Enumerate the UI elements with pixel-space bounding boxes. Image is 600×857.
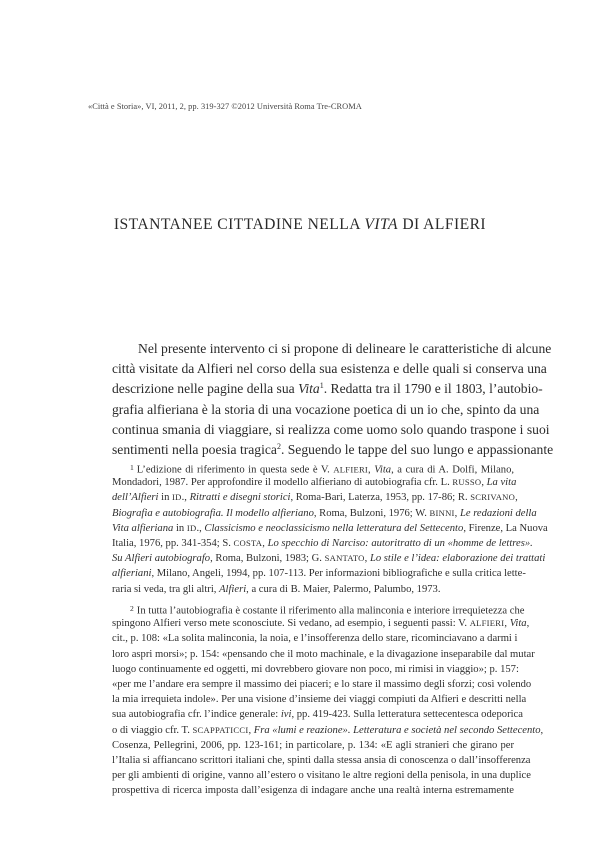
footnote-text: Classicismo e neoclassicismo nella letteratura del Settecento (204, 522, 464, 534)
footnote-text: Fra «lumi e reazione». Letteratura e società nel secondo Settecento (253, 724, 541, 736)
footnote-text: , (364, 553, 370, 565)
article-title (0, 216, 600, 234)
footnote-line (112, 768, 531, 783)
footnote-text: , Milano, Angeli, 1994, pp. 107-113. Per informazioni bibliografiche e sulla critica lette- (151, 568, 526, 580)
footnote-text: spingono Alfieri verso mete sconosciute. Si vedano, ad esempio, i seguenti passi: V. (112, 618, 470, 630)
footnote-text: Ritratti e disegni storici (189, 492, 291, 504)
body-line: città visitate da Alfieri nel corso della sua esistenza e delle quali si conserva una (112, 361, 547, 377)
footnote-line (112, 753, 531, 768)
footnote-text: o di viaggio cfr. T. (112, 724, 193, 736)
footnote-text: in (158, 492, 173, 504)
footnote-ref-1[interactable]: 1 (319, 381, 324, 391)
footnote-line (112, 460, 514, 475)
footnote-text: , pp. 419-423. Sulla letteratura settecentesca odeporica (291, 709, 523, 721)
footnote-text: Lo specchio di Narciso: autoritratto di un «homme de lettres». (267, 537, 533, 549)
footnote-text: ALFIERI (469, 618, 505, 629)
footnote-1 (112, 460, 548, 597)
title-italic-vita: VITA (364, 216, 398, 233)
footnote-text: , (515, 492, 518, 504)
footnote-line (112, 490, 518, 505)
footnote-text: , Roma-Bari, Laterza, 1953, pp. 17-86; R. (290, 492, 471, 504)
footnote-text: In tutta l’autobiografia è costante il riferimento alla malinconia e interiore irrequietezza che (136, 605, 525, 617)
footnote-text: alfieriani (112, 568, 152, 580)
footnote-line (112, 506, 537, 521)
footnote-text: , (262, 537, 268, 549)
footnote-number: 1 (130, 463, 134, 472)
footnote-text: ID (186, 522, 197, 533)
footnote-text: , (526, 618, 530, 630)
body-line: Nel presente intervento ci si propone di delineare le caratteristiche di alcune (138, 341, 552, 356)
footnote-line (112, 723, 544, 738)
footnote-line (112, 551, 546, 566)
footnote-text: ., (181, 492, 190, 504)
footnote-line (112, 707, 523, 722)
footnote-line (112, 582, 514, 597)
footnote-number: 2 (130, 604, 134, 613)
footnote-text: Italia, 1976, pp. 341-354; S. (112, 537, 234, 549)
footnote-line (112, 738, 514, 753)
footnote-line (112, 647, 535, 662)
footnote-text: , (540, 724, 544, 736)
body-line: continua smania di viaggiare, si realizza come uomo solo quando traspone i suoi (112, 421, 550, 437)
footnote-text: cit., p. 108: «La solita malinconia, la noia, e l’insofferenza dello stare, ricominciavano a darmi i (112, 633, 518, 645)
footnote-text: Mondadori, 1987. Per approfondire il modello alfieriano di autobiografia cfr. L. (112, 477, 453, 489)
footnote-text: COSTA (233, 537, 263, 548)
footnote-text: ID (172, 492, 182, 503)
body-text: . Redatta tra il 1790 e il 1803, l’autobio- (323, 381, 543, 397)
body-line (112, 440, 554, 460)
footnote-text: La vita (486, 477, 517, 489)
footnote-line (112, 601, 525, 617)
footnote-line (112, 692, 527, 707)
footnote-text: , a cura di A. Dolfi, Milano, (391, 464, 515, 476)
footnote-text: Vita (374, 464, 392, 476)
footnote-line (112, 677, 532, 692)
journal-citation-header: «Città e Storia», VI, 2011, 2, pp. 319-327 ©2012 Università Roma Tre-CROMA (88, 102, 362, 111)
footnote-text: , Roma, Bulzoni, 1983; G. (210, 553, 325, 565)
footnote-line (112, 536, 533, 551)
footnote-line (112, 566, 526, 581)
footnote-text: Su Alfieri autobiografo (112, 553, 211, 565)
footnote-text: , (454, 507, 460, 519)
footnote-text: SCRIVANO (470, 492, 516, 503)
footnote-text: per gli ambienti di origine, vanno all’estero o visitano le altre regioni della penisola, in una duplice (112, 770, 531, 782)
footnote-text: prospettiva di ricerca imposta dall’esigenza di indagare anche una realtà interna estremamente (112, 785, 514, 797)
footnote-line (112, 475, 517, 490)
footnote-text: la mia irrequieta indole». Per una visione d’insieme dei viaggi compiuti da Alfieri e descritti nella (112, 694, 527, 706)
footnote-text: Vita alfieriana (112, 522, 174, 534)
footnote-text: in (173, 522, 187, 534)
footnote-text: ALFIERI (333, 464, 369, 475)
body-text: descrizione nelle pagine della sua (112, 381, 299, 397)
body-text: . Seguendo le tappe del suo lungo e appassionante (280, 441, 554, 457)
footnote-text: l’Italia si affiancano scrittori italiani che, spinti dalla stessa ansia di conoscenza o dall’insofferenza (112, 754, 531, 766)
footnote-text: Alfieri (219, 583, 247, 595)
footnote-text: , (481, 477, 487, 489)
footnote-text: Vita (509, 618, 527, 630)
footnote-text: sua autobiografia cfr. l’indice generale: (112, 709, 281, 721)
footnote-text: Le redazioni della (459, 507, 537, 519)
title-part-2: DI ALFIERI (397, 216, 487, 233)
footnote-text: loro aspri morsi»; p. 154: «pensando che il moto machinale, e la divagazione inseparabile dal mutar (112, 648, 535, 660)
footnote-text: ivi (280, 709, 292, 721)
footnote-line (112, 631, 518, 646)
footnote-text: Biografia e autobiografia. Il modello alfieriano (112, 507, 314, 519)
footnote-text: raria si veda, tra gli altri, (112, 583, 220, 595)
body-text: sentimenti nella poesia tragica (112, 441, 277, 457)
footnote-2 (112, 601, 544, 798)
footnote-text: luogo continuamente ed oggetti, mi dovrebbero giovare non poco, mi rimisi in viaggio»; p. 157: (112, 663, 519, 675)
footnote-text: , Roma, Bulzoni, 1976; W. (313, 507, 430, 519)
italic-vita: Vita (298, 381, 320, 397)
body-line: grafia alfieriana è la storia di una vocazione poetica di un io che, spinto da una (112, 401, 540, 417)
footnote-text: , a cura di B. Maier, Palermo, Palumbo, 1973. (246, 583, 441, 595)
footnote-line (112, 616, 530, 631)
footnote-text: Cosenza, Pellegrini, 2006, pp. 123-161; in particolare, p. 134: «E agli stranieri che girano per (112, 739, 514, 751)
footnote-line (112, 662, 519, 677)
footnote-text: dell’Alfieri (112, 492, 159, 504)
footnote-text: BINNI (429, 507, 455, 518)
title-part-1: ISTANTANEE CITTADINE NELLA (113, 216, 365, 233)
body-paragraph (112, 339, 554, 460)
footnote-text: , Firenze, La Nuova (463, 522, 548, 534)
body-line (112, 379, 543, 399)
footnote-text: SCAPPATICCI (192, 724, 249, 735)
footnote-text: , (248, 724, 254, 736)
footnote-text: Lo stile e l’idea: elaborazione dei trattati (369, 553, 546, 565)
footnote-text: L’edizione di riferimento in questa sede è V. (136, 464, 334, 476)
footnote-text: , (368, 464, 375, 476)
footnote-text: RUSSO (452, 477, 482, 488)
footnote-text: SANTATO (324, 553, 365, 564)
footnote-text: ., (196, 522, 205, 534)
footnote-text: «per me l’andare era sempre il massimo dei piaceri; e lo stare il massimo degli sforzi; così volendo (112, 678, 532, 690)
footnote-line (112, 521, 548, 536)
footnote-text: , (504, 618, 510, 630)
footnote-ref-2[interactable]: 2 (276, 441, 281, 451)
footnote-line (112, 783, 514, 798)
